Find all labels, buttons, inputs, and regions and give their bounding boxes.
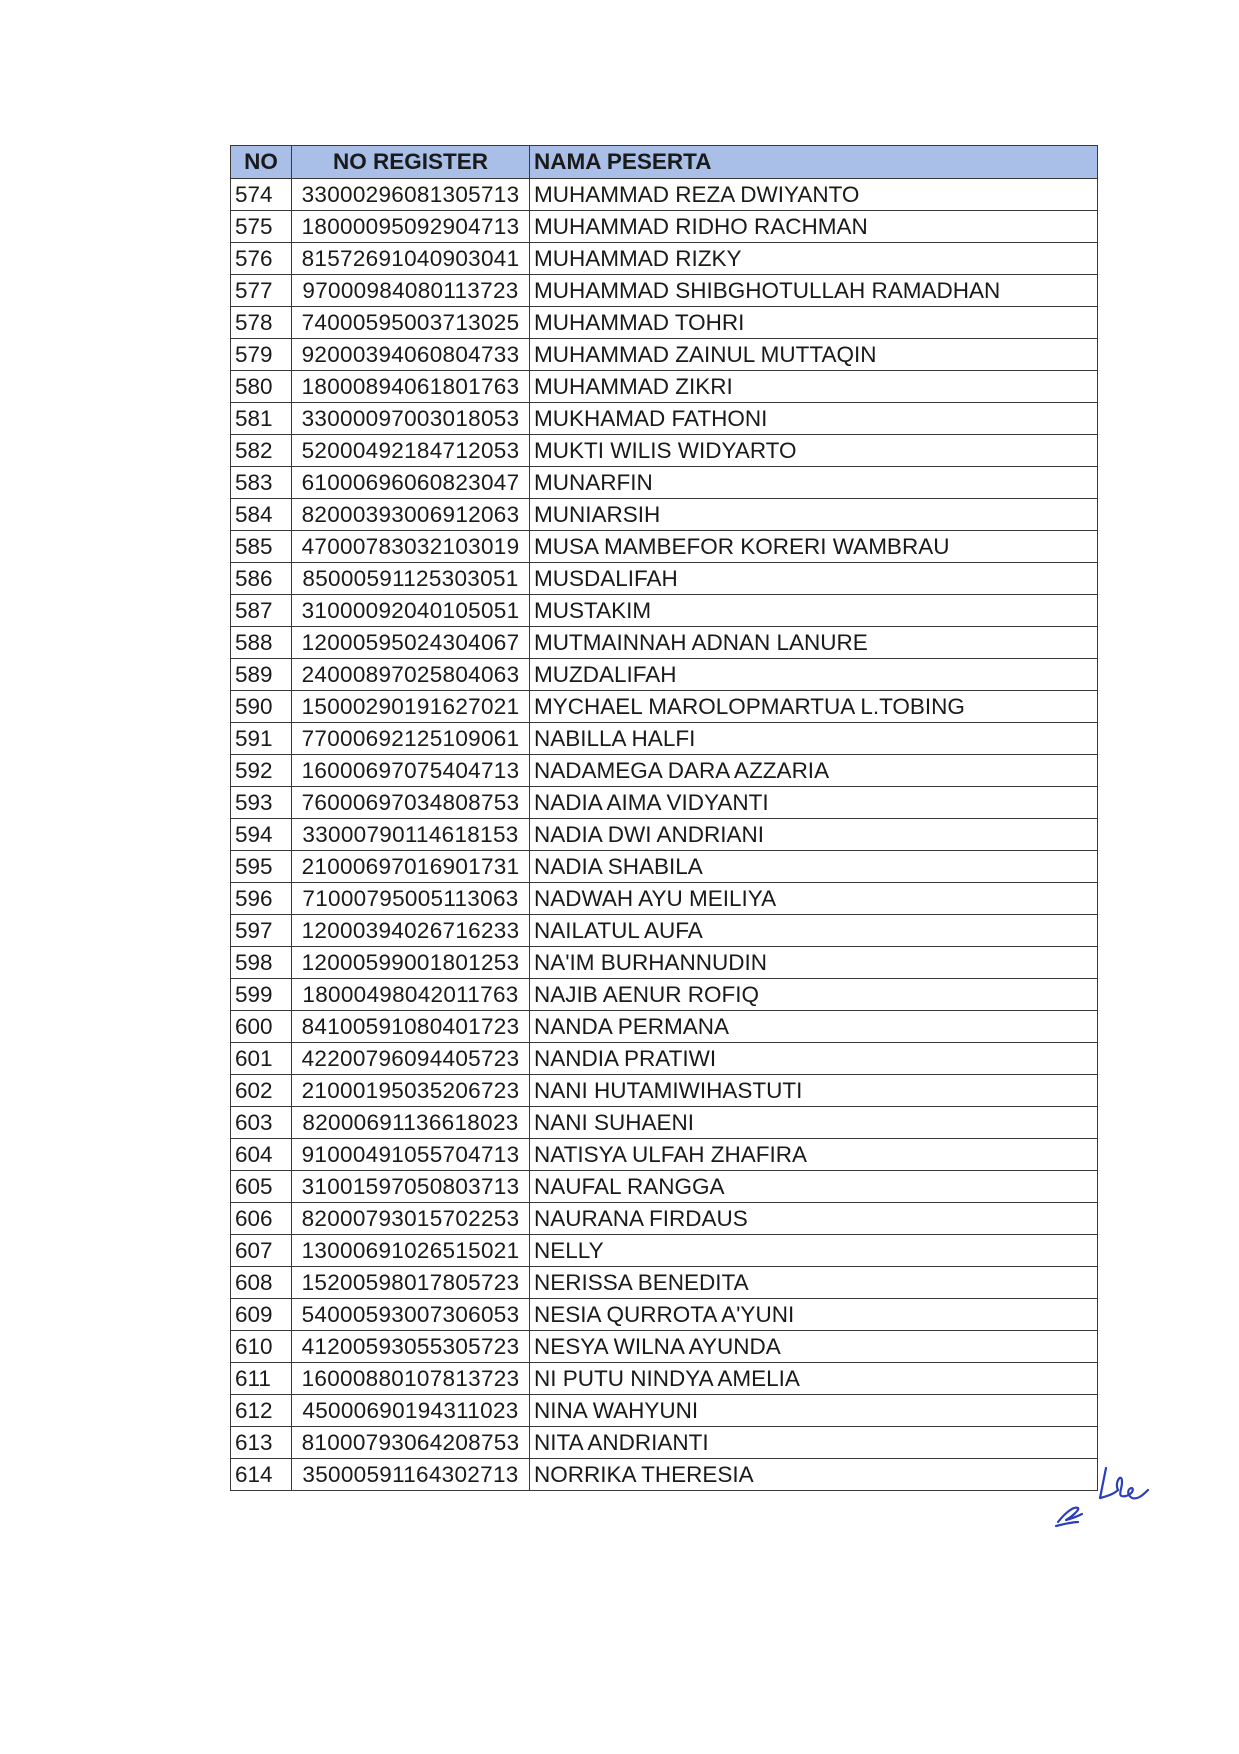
row-no-cell: 593 xyxy=(231,787,292,819)
row-name-cell: NAUFAL RANGGA xyxy=(530,1171,1098,1203)
table-row xyxy=(231,1043,1098,1075)
row-name-cell: NADIA SHABILA xyxy=(530,851,1098,883)
table-row xyxy=(231,403,1098,435)
row-no-cell: 597 xyxy=(231,915,292,947)
row-name-cell: NAURANA FIRDAUS xyxy=(530,1203,1098,1235)
table-row xyxy=(231,243,1098,275)
table-row xyxy=(231,307,1098,339)
table-row xyxy=(231,595,1098,627)
table-row xyxy=(231,1107,1098,1139)
row-no-cell: 605 xyxy=(231,1171,292,1203)
table-row xyxy=(231,915,1098,947)
table-row xyxy=(231,211,1098,243)
row-no-cell: 595 xyxy=(231,851,292,883)
row-no-cell: 589 xyxy=(231,659,292,691)
row-no-cell: 576 xyxy=(231,243,292,275)
row-no-cell: 609 xyxy=(231,1299,292,1331)
row-register-cell: 92000394060804733 xyxy=(292,339,530,371)
table-body xyxy=(231,179,1098,1491)
table-row xyxy=(231,1139,1098,1171)
row-name-cell: MUHAMMAD ZAINUL MUTTAQIN xyxy=(530,339,1098,371)
table-row xyxy=(231,755,1098,787)
row-no-cell: 606 xyxy=(231,1203,292,1235)
header-register: NO REGISTER xyxy=(292,146,530,179)
row-name-cell: NINA WAHYUNI xyxy=(530,1395,1098,1427)
row-register-cell: 13000691026515021 xyxy=(292,1235,530,1267)
row-name-cell: NI PUTU NINDYA AMELIA xyxy=(530,1363,1098,1395)
table-row xyxy=(231,819,1098,851)
row-no-cell: 611 xyxy=(231,1363,292,1395)
row-name-cell: MUZDALIFAH xyxy=(530,659,1098,691)
row-name-cell: MUKHAMAD FATHONI xyxy=(530,403,1098,435)
row-register-cell: 81000793064208753 xyxy=(292,1427,530,1459)
row-name-cell: NAILATUL AUFA xyxy=(530,915,1098,947)
row-register-cell: 12000595024304067 xyxy=(292,627,530,659)
row-name-cell: NABILLA HALFI xyxy=(530,723,1098,755)
row-no-cell: 577 xyxy=(231,275,292,307)
row-no-cell: 601 xyxy=(231,1043,292,1075)
row-name-cell: MYCHAEL MAROLOPMARTUA L.TOBING xyxy=(530,691,1098,723)
row-no-cell: 585 xyxy=(231,531,292,563)
row-register-cell: 21000697016901731 xyxy=(292,851,530,883)
row-name-cell: NERISSA BENEDITA xyxy=(530,1267,1098,1299)
table-row xyxy=(231,563,1098,595)
row-no-cell: 586 xyxy=(231,563,292,595)
table-row xyxy=(231,787,1098,819)
row-no-cell: 594 xyxy=(231,819,292,851)
row-name-cell: MUSA MAMBEFOR KORERI WAMBRAU xyxy=(530,531,1098,563)
row-name-cell: MUHAMMAD RIDHO RACHMAN xyxy=(530,211,1098,243)
row-name-cell: NANI HUTAMIWIHASTUTI xyxy=(530,1075,1098,1107)
row-name-cell: NELLY xyxy=(530,1235,1098,1267)
row-name-cell: NANDIA PRATIWI xyxy=(530,1043,1098,1075)
row-register-cell: 82000691136618023 xyxy=(292,1107,530,1139)
row-register-cell: 33000097003018053 xyxy=(292,403,530,435)
header-no: NO xyxy=(231,146,292,179)
row-register-cell: 24000897025804063 xyxy=(292,659,530,691)
row-register-cell: 33000790114618153 xyxy=(292,819,530,851)
row-name-cell: MUHAMMAD TOHRI xyxy=(530,307,1098,339)
row-register-cell: 85000591125303051 xyxy=(292,563,530,595)
row-name-cell: NAJIB AENUR ROFIQ xyxy=(530,979,1098,1011)
row-register-cell: 18000894061801763 xyxy=(292,371,530,403)
row-register-cell: 91000491055704713 xyxy=(292,1139,530,1171)
row-register-cell: 45000690194311023 xyxy=(292,1395,530,1427)
row-no-cell: 596 xyxy=(231,883,292,915)
row-name-cell: MUHAMMAD SHIBGHOTULLAH RAMADHAN xyxy=(530,275,1098,307)
row-register-cell: 12000599001801253 xyxy=(292,947,530,979)
row-register-cell: 42200796094405723 xyxy=(292,1043,530,1075)
row-name-cell: NITA ANDRIANTI xyxy=(530,1427,1098,1459)
table-row xyxy=(231,1459,1098,1491)
row-name-cell: NANI SUHAENI xyxy=(530,1107,1098,1139)
table-row xyxy=(231,1235,1098,1267)
header-name: NAMA PESERTA xyxy=(530,146,1098,179)
row-no-cell: 590 xyxy=(231,691,292,723)
row-no-cell: 588 xyxy=(231,627,292,659)
row-register-cell: 71000795005113063 xyxy=(292,883,530,915)
row-no-cell: 603 xyxy=(231,1107,292,1139)
table-row xyxy=(231,723,1098,755)
row-name-cell: NORRIKA THERESIA xyxy=(530,1459,1098,1491)
row-no-cell: 614 xyxy=(231,1459,292,1491)
row-no-cell: 587 xyxy=(231,595,292,627)
row-register-cell: 15000290191627021 xyxy=(292,691,530,723)
row-name-cell: NADIA DWI ANDRIANI xyxy=(530,819,1098,851)
table-row xyxy=(231,275,1098,307)
row-name-cell: NADIA AIMA VIDYANTI xyxy=(530,787,1098,819)
row-name-cell: MUTMAINNAH ADNAN LANURE xyxy=(530,627,1098,659)
row-register-cell: 15200598017805723 xyxy=(292,1267,530,1299)
row-register-cell: 61000696060823047 xyxy=(292,467,530,499)
row-register-cell: 52000492184712053 xyxy=(292,435,530,467)
row-register-cell: 81572691040903041 xyxy=(292,243,530,275)
row-no-cell: 607 xyxy=(231,1235,292,1267)
row-register-cell: 18000095092904713 xyxy=(292,211,530,243)
row-name-cell: MUNARFIN xyxy=(530,467,1098,499)
table-row xyxy=(231,1011,1098,1043)
table-row xyxy=(231,499,1098,531)
row-no-cell: 591 xyxy=(231,723,292,755)
row-register-cell: 31001597050803713 xyxy=(292,1171,530,1203)
row-register-cell: 33000296081305713 xyxy=(292,179,530,211)
table-row xyxy=(231,1427,1098,1459)
row-no-cell: 608 xyxy=(231,1267,292,1299)
handwritten-signature xyxy=(1048,1460,1158,1530)
participant-table-sheet xyxy=(230,145,1098,1491)
table-header-row xyxy=(231,146,1098,179)
row-register-cell: 47000783032103019 xyxy=(292,531,530,563)
table-row xyxy=(231,1299,1098,1331)
table-row xyxy=(231,179,1098,211)
row-no-cell: 578 xyxy=(231,307,292,339)
row-name-cell: MUHAMMAD RIZKY xyxy=(530,243,1098,275)
row-no-cell: 612 xyxy=(231,1395,292,1427)
table-row xyxy=(231,1267,1098,1299)
row-no-cell: 574 xyxy=(231,179,292,211)
table-row xyxy=(231,1171,1098,1203)
table-row xyxy=(231,339,1098,371)
table-row xyxy=(231,627,1098,659)
table-row xyxy=(231,467,1098,499)
row-no-cell: 599 xyxy=(231,979,292,1011)
row-register-cell: 21000195035206723 xyxy=(292,1075,530,1107)
row-register-cell: 77000692125109061 xyxy=(292,723,530,755)
row-no-cell: 581 xyxy=(231,403,292,435)
row-name-cell: NA'IM BURHANNUDIN xyxy=(530,947,1098,979)
row-name-cell: MUSDALIFAH xyxy=(530,563,1098,595)
row-register-cell: 18000498042011763 xyxy=(292,979,530,1011)
table-row xyxy=(231,883,1098,915)
row-register-cell: 82000793015702253 xyxy=(292,1203,530,1235)
row-name-cell: MUHAMMAD REZA DWIYANTO xyxy=(530,179,1098,211)
row-register-cell: 41200593055305723 xyxy=(292,1331,530,1363)
row-register-cell: 84100591080401723 xyxy=(292,1011,530,1043)
row-register-cell: 31000092040105051 xyxy=(292,595,530,627)
row-name-cell: NADAMEGA DARA AZZARIA xyxy=(530,755,1098,787)
row-register-cell: 74000595003713025 xyxy=(292,307,530,339)
table-row xyxy=(231,979,1098,1011)
row-name-cell: NESYA WILNA AYUNDA xyxy=(530,1331,1098,1363)
row-no-cell: 575 xyxy=(231,211,292,243)
row-name-cell: MUNIARSIH xyxy=(530,499,1098,531)
row-register-cell: 82000393006912063 xyxy=(292,499,530,531)
table-row xyxy=(231,947,1098,979)
row-register-cell: 97000984080113723 xyxy=(292,275,530,307)
row-no-cell: 584 xyxy=(231,499,292,531)
table-row xyxy=(231,1331,1098,1363)
table-row xyxy=(231,851,1098,883)
table-row xyxy=(231,1395,1098,1427)
row-register-cell: 16000880107813723 xyxy=(292,1363,530,1395)
row-no-cell: 580 xyxy=(231,371,292,403)
row-name-cell: MUHAMMAD ZIKRI xyxy=(530,371,1098,403)
row-no-cell: 582 xyxy=(231,435,292,467)
row-no-cell: 583 xyxy=(231,467,292,499)
row-no-cell: 600 xyxy=(231,1011,292,1043)
table-row xyxy=(231,531,1098,563)
table-row xyxy=(231,1363,1098,1395)
row-name-cell: MUSTAKIM xyxy=(530,595,1098,627)
row-name-cell: MUKTI WILIS WIDYARTO xyxy=(530,435,1098,467)
row-no-cell: 602 xyxy=(231,1075,292,1107)
table-row xyxy=(231,659,1098,691)
row-name-cell: NADWAH AYU MEILIYA xyxy=(530,883,1098,915)
row-name-cell: NESIA QURROTA A'YUNI xyxy=(530,1299,1098,1331)
row-register-cell: 76000697034808753 xyxy=(292,787,530,819)
participant-table xyxy=(230,145,1098,1491)
row-no-cell: 610 xyxy=(231,1331,292,1363)
row-no-cell: 592 xyxy=(231,755,292,787)
table-row xyxy=(231,371,1098,403)
table-row xyxy=(231,1075,1098,1107)
row-no-cell: 613 xyxy=(231,1427,292,1459)
row-register-cell: 54000593007306053 xyxy=(292,1299,530,1331)
row-name-cell: NATISYA ULFAH ZHAFIRA xyxy=(530,1139,1098,1171)
row-no-cell: 604 xyxy=(231,1139,292,1171)
table-row xyxy=(231,691,1098,723)
table-row xyxy=(231,435,1098,467)
row-register-cell: 35000591164302713 xyxy=(292,1459,530,1491)
row-register-cell: 12000394026716233 xyxy=(292,915,530,947)
row-no-cell: 598 xyxy=(231,947,292,979)
row-name-cell: NANDA PERMANA xyxy=(530,1011,1098,1043)
table-row xyxy=(231,1203,1098,1235)
row-register-cell: 16000697075404713 xyxy=(292,755,530,787)
row-no-cell: 579 xyxy=(231,339,292,371)
